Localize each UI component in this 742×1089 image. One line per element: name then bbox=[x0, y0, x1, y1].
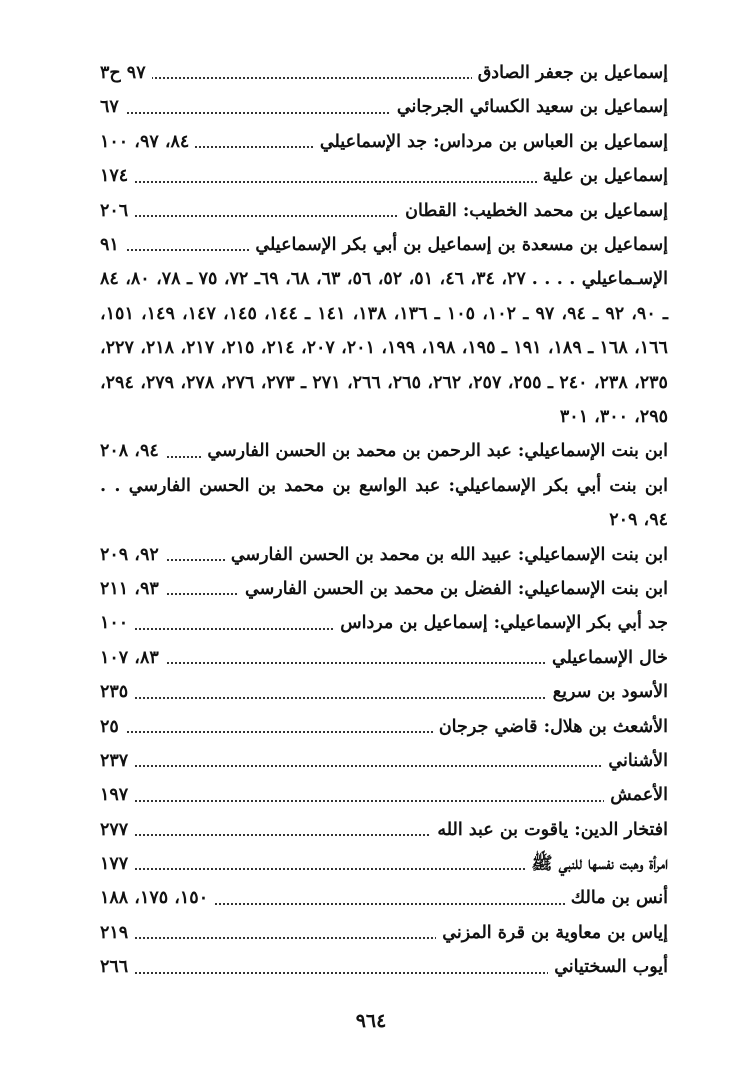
entry-name: امرأة وهبت نفسها للنبي ﷺ bbox=[525, 847, 668, 881]
index-entry bbox=[100, 90, 668, 124]
index-entry bbox=[100, 710, 668, 744]
entry-page-refs: ٢٧، ٣٤، ٤٦، ٥١، ٥٢، ٥٦، ٦٣، ٦٨، ٦٩ـ ٧٢، ٧٥ ـ ٧٨، ٨٠، ٨٤ ـ ٩٠، ٩٢ ـ ٩٤، ٩٧ ـ ١٠٢، ١٠٥ ـ ١٣٦، ١٣٨، ١٤١ ـ ١٤٤، ١٤٥، ١٤٧، ١٤٩، ١٥١، ١٦٦، ١٦٨ ـ ١٨٩، ١٩١ ـ ١٩٥، ١٩٨، ١٩٩، ٢٠١، ٢٠٧، ٢١٤، ٢١٥، ٢١٧، ٢١٨، ٢٢٧، ٢٣٥، ٢٣٨، ٢٤٠ ـ ٢٥٥، ٢٥٧، ٢٦٢، ٢٦٥، ٢٦٦، ٢٧١ ـ ٢٧٣، ٢٧٦، ٢٧٨، ٢٧٩، ٢٩٤، ٢٩٥، ٣٠٠، ٣٠١ bbox=[100, 269, 668, 427]
entry-page-refs: ٨٣، ١٠٧ bbox=[100, 641, 165, 675]
entry-name: الأشعث بن هلال: قاضي جرجان bbox=[433, 710, 668, 744]
entry-page-refs: ١٧٤ bbox=[100, 159, 134, 193]
entry-name: إسماعيل بن العباس بن مرداس: جد الإسماعيلي bbox=[314, 125, 668, 159]
index-entry bbox=[100, 194, 668, 228]
entry-page-refs: ١٩٧ bbox=[100, 778, 134, 812]
entry-page-refs: ٩٢، ٢٠٩ bbox=[100, 538, 165, 572]
entry-page-refs: ٩٤، ٢٠٩ bbox=[609, 510, 668, 531]
index-entry bbox=[100, 56, 668, 90]
entry-name: خال الإسماعيلي bbox=[546, 641, 668, 675]
entry-name: أيوب السختياني bbox=[548, 950, 668, 984]
entry-name: إسماعيل بن سعيد الكسائي الجرجاني bbox=[391, 90, 668, 124]
index-entry bbox=[100, 434, 668, 468]
entry-page-refs: ٢٣٧ bbox=[100, 744, 134, 778]
entry-page-refs: ٩٣، ٢١١ bbox=[100, 572, 165, 606]
page-number: ٩٦٤ bbox=[355, 1010, 387, 1032]
index-entry bbox=[100, 950, 668, 984]
entry-name: إياس بن معاوية بن قرة المزني bbox=[436, 916, 668, 950]
entry-page-refs: ٢٦٦ bbox=[100, 950, 134, 984]
entry-name: إسماعيل بن علية bbox=[537, 159, 668, 193]
entry-name: الأسود بن سريع bbox=[547, 675, 668, 709]
entry-name: ابن بنت الإسماعيلي: الفضل بن محمد بن الحسن الفارسي bbox=[239, 572, 668, 606]
entry-name: جد أبي بكر الإسماعيلي: إسماعيل بن مرداس bbox=[334, 606, 668, 640]
entry-name: ابن بنت أبي بكر الإسماعيلي: عبد الواسع بن محمد بن الحسن الفارسي . . bbox=[100, 475, 668, 496]
entry-page-refs: ١٠٠ bbox=[100, 606, 134, 640]
entry-name: إسماعيل بن محمد الخطيب: القطان bbox=[399, 194, 668, 228]
name-index-list bbox=[100, 56, 668, 985]
index-entry bbox=[100, 847, 668, 881]
entry-name: ابن بنت الإسماعيلي: عبيد الله بن محمد بن الحسن الفارسي bbox=[225, 538, 668, 572]
entry-name: ابن بنت الإسماعيلي: عبد الرحمن بن محمد بن الحسن الفارسي bbox=[201, 434, 668, 468]
entry-page-refs: ٢١٩ bbox=[100, 916, 134, 950]
index-entry-wrapped bbox=[100, 469, 668, 538]
index-entry bbox=[100, 916, 668, 950]
entry-page-refs: ٢٣٥ bbox=[100, 675, 134, 709]
entry-page-refs: ٢٥ bbox=[100, 710, 125, 744]
leader-dots bbox=[100, 800, 668, 802]
entry-page-refs: ٩٤، ٢٠٨ bbox=[100, 434, 165, 468]
entry-name: الإسـماعيلي . . . . bbox=[531, 269, 668, 290]
entry-page-refs: ٩٧ ح٣ bbox=[100, 56, 152, 90]
entry-page-refs: ١٥٠، ١٧٥، ١٨٨ bbox=[100, 881, 214, 915]
index-entry bbox=[100, 881, 668, 915]
entry-name: إسماعيل بن مسعدة بن إسماعيل بن أبي بكر الإسماعيلي bbox=[249, 228, 668, 262]
index-entry bbox=[100, 606, 668, 640]
entry-name: إسماعيل بن جعفر الصادق bbox=[472, 56, 668, 90]
index-entry bbox=[100, 675, 668, 709]
leader-dots bbox=[100, 765, 668, 767]
entry-page-refs: ٩١ bbox=[100, 228, 125, 262]
entry-name: الأعمش bbox=[604, 778, 668, 812]
entry-page-refs: ٢٠٦ bbox=[100, 194, 134, 228]
entry-name: الأشناني bbox=[602, 744, 668, 778]
entry-name: افتخار الدين: ياقوت بن عبد الله bbox=[431, 813, 668, 847]
entry-page-refs: ٢٧٧ bbox=[100, 813, 134, 847]
index-entry bbox=[100, 813, 668, 847]
index-entry bbox=[100, 778, 668, 812]
entry-page-refs: ٨٤، ٩٧، ١٠٠ bbox=[100, 125, 195, 159]
entry-name: أنس بن مالك bbox=[565, 881, 668, 915]
index-entry bbox=[100, 572, 668, 606]
entry-page-refs: ٦٧ bbox=[100, 90, 125, 124]
index-entry bbox=[100, 641, 668, 675]
index-entry bbox=[100, 744, 668, 778]
index-entry bbox=[100, 228, 668, 262]
index-entry bbox=[100, 538, 668, 572]
index-entry bbox=[100, 159, 668, 193]
entry-page-refs: ١٧٧ bbox=[100, 847, 134, 881]
index-entry bbox=[100, 125, 668, 159]
index-entry-ismaili bbox=[100, 262, 668, 434]
